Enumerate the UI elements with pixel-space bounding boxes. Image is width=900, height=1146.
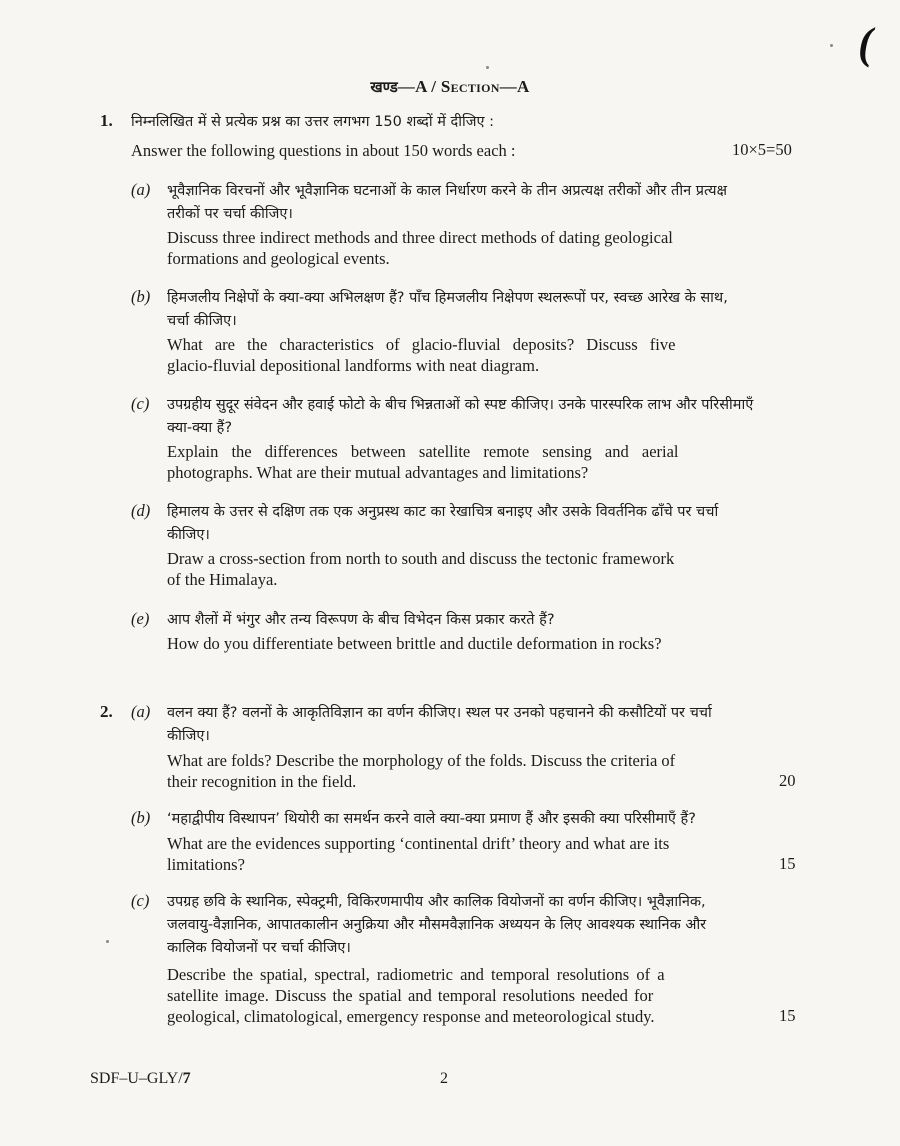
subpart-marks: 20: [779, 771, 796, 790]
subpart-hindi-line: उपग्रहीय सुदूर संवेदन और हवाई फोटो के बीच भिन्नताओं को स्पष्ट कीजिए। उनके पारस्परिक लाभ और परिसीमाएँ: [167, 397, 754, 413]
corner-pen-mark: (: [858, 19, 873, 68]
subpart-hindi-line: भूवैज्ञानिक विरचनों और भूवैज्ञानिक घटनाओं के काल निर्धारण करने के तीन अप्रत्यक्ष तरीकों और तीन प्रत्यक्ष: [167, 183, 727, 199]
subpart-english-line: geological, climatological, emergency response and meteorological study.: [167, 1007, 655, 1026]
page-number: 2: [440, 1070, 448, 1087]
subpart-english-line: their recognition in the field.: [167, 772, 357, 791]
subpart-marks: 15: [779, 1006, 796, 1025]
subpart-english-line: What are folds? Describe the morphology of the folds. Discuss the criteria of: [167, 751, 676, 770]
question-instruction-hindi: निम्नलिखित में से प्रत्येक प्रश्न का उत्तर लगभग 150 शब्दों में दीजिए :: [131, 114, 494, 130]
subpart-hindi-line: क्या-क्या हैं?: [167, 420, 233, 436]
subpart-english-line: Discuss three indirect methods and three direct methods of dating geological: [167, 228, 673, 247]
subpart-label: (e): [131, 609, 150, 628]
question-number: 2.: [100, 702, 113, 721]
subpart-label: (c): [131, 394, 150, 413]
subpart-hindi-line: आप शैलों में भंगुर और तन्य विरूपण के बीच विभेदन किस प्रकार करते हैं?: [167, 612, 555, 628]
section-heading: [0, 76, 900, 98]
speck-mark: [106, 940, 109, 943]
speck-mark: [830, 44, 833, 47]
subpart-english-line: Describe the spatial, spectral, radiometric and temporal resolutions of a: [167, 965, 665, 984]
question-instruction-english: Answer the following questions in about 150 words each :: [131, 141, 516, 160]
paper-code: [90, 1070, 191, 1088]
paper-code-prefix: SDF–U–GLY/: [90, 1070, 183, 1087]
subpart-label: (b): [131, 808, 151, 827]
paper-code-suffix: 7: [182, 1070, 191, 1087]
subpart-hindi-line: हिमजलीय निक्षेपों के क्या-क्या अभिलक्षण हैं? पाँच हिमजलीय निक्षेपण स्थलरूपों पर, स्वच्छ आरेख के साथ,: [167, 290, 728, 306]
subpart-hindi-line: जलवायु-वैज्ञानिक, आपातकालीन अनुक्रिया और मौसमवैज्ञानिक अध्ययन के लिए आवश्यक स्थानिक और: [167, 917, 707, 933]
subpart-english-line: formations and geological events.: [167, 249, 390, 268]
subpart-english-line: How do you differentiate between brittle and ductile deformation in rocks?: [167, 634, 662, 653]
subpart-label: (a): [131, 180, 151, 199]
subpart-marks: 15: [779, 854, 796, 873]
section-heading-hindi: खण्ड: [370, 78, 398, 96]
subpart-english-line: limitations?: [167, 855, 245, 874]
section-heading-english: —A / Section—A: [397, 77, 530, 96]
subpart-label: (a): [131, 702, 151, 721]
question-number: 1.: [100, 111, 113, 130]
subpart-english-line: What are the characteristics of glacio-fluvial deposits? Discuss five: [167, 335, 676, 354]
subpart-english-line: photographs. What are their mutual advantages and limitations?: [167, 463, 589, 482]
subpart-english-line: What are the evidences supporting ‘continental drift’ theory and what are its: [167, 834, 670, 853]
subpart-hindi-line: कीजिए।: [167, 728, 210, 744]
subpart-hindi-line: ‘महाद्वीपीय विस्थापन’ थियोरी का समर्थन करने वाले क्या-क्या प्रमाण हैं और इसकी क्या परिसीमाएँ हैं?: [167, 811, 696, 827]
subpart-english-line: glacio-fluvial depositional landforms with neat diagram.: [167, 356, 540, 375]
subpart-english-line: Explain the differences between satellite remote sensing and aerial: [167, 442, 679, 461]
subpart-hindi-line: उपग्रह छवि के स्थानिक, स्पेक्ट्रमी, विकिरणमापीय और कालिक वियोजनों का वर्णन कीजिए। भूवैज्ञानिक,: [167, 894, 706, 910]
subpart-hindi-line: हिमालय के उत्तर से दक्षिण तक एक अनुप्रस्थ काट का रेखाचित्र बनाइए और उसके विवर्तनिक ढाँचे पर चर्चा: [167, 504, 719, 520]
subpart-hindi-line: कालिक वियोजनों पर चर्चा कीजिए।: [167, 940, 351, 956]
subpart-label: (c): [131, 891, 150, 910]
question-marks: 10×5=50: [732, 140, 792, 159]
subpart-hindi-line: तरीकों पर चर्चा कीजिए।: [167, 206, 293, 222]
subpart-english-line: Draw a cross-section from north to south and discuss the tectonic framework: [167, 549, 675, 568]
subpart-english-line: of the Himalaya.: [167, 570, 278, 589]
subpart-hindi-line: चर्चा कीजिए।: [167, 313, 237, 329]
subpart-hindi-line: वलन क्या हैं? वलनों के आकृतिविज्ञान का वर्णन कीजिए। स्थल पर उनको पहचानने की कसौटियों पर चर्चा: [167, 705, 712, 721]
subpart-label: (d): [131, 501, 151, 520]
subpart-english-line: satellite image. Discuss the spatial and temporal resolutions needed for: [167, 986, 654, 1005]
speck-mark: [486, 66, 489, 69]
subpart-label: (b): [131, 287, 151, 306]
subpart-hindi-line: कीजिए।: [167, 527, 210, 543]
